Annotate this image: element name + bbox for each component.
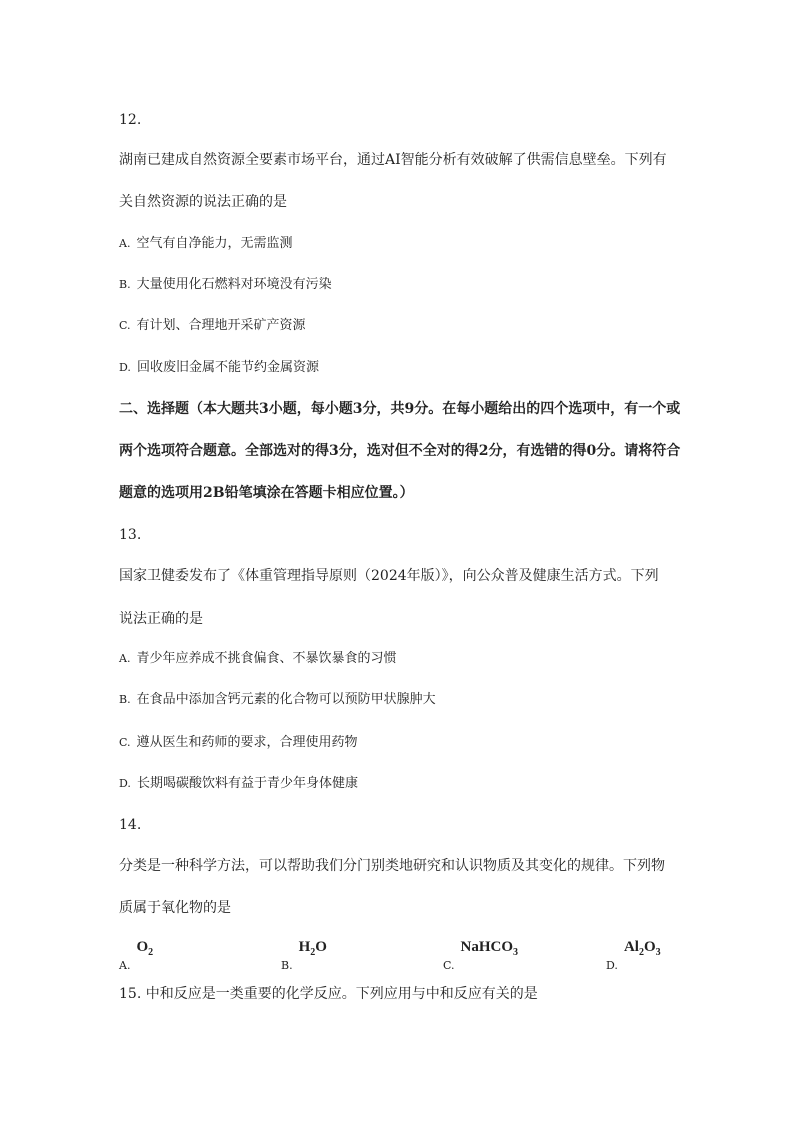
q13-stem-line2: 说法正确的是 (119, 611, 203, 627)
q14-number: 14. (119, 817, 142, 833)
option-label: A. (119, 237, 131, 250)
option-label: B. (281, 959, 293, 972)
q13-number: 13. (119, 527, 142, 543)
formula-h2o: $H_2O$ (298, 939, 327, 958)
option-text: 有计划、合理地开采矿产资源 (136, 318, 306, 333)
section2-line2: 两个选项符合题意。全部选对的得3分，选对但不全对的得2分，有选错的得0分。请将符合 (119, 443, 681, 459)
option-label: A. (119, 652, 131, 665)
option-text: 空气有自净能力，无需监测 (136, 236, 293, 251)
option-text: 在食品中添加含钙元素的化合物可以预防甲状腺肿大 (136, 692, 436, 707)
q13-option-b (119, 691, 436, 709)
option-label: D. (119, 361, 131, 374)
q12-stem-line2: 关自然资源的说法正确的是 (119, 194, 287, 210)
option-text: 遵从医生和药师的要求，合理使用药物 (136, 735, 358, 750)
q12-stem-line1: 湖南已建成自然资源全要素市场平台，通过AI智能分析有效破解了供需信息壁垒。下列有 (119, 152, 667, 168)
option-label: B. (119, 278, 131, 291)
q15-stem: 15. 中和反应是一类重要的化学反应。下列应用与中和反应有关的是 (119, 986, 538, 1002)
option-text: 青少年应养成不挑食偏食、不暴饮暴食的习惯 (136, 651, 397, 666)
q13-option-d (119, 775, 358, 793)
option-text: 大量使用化石燃料对环境没有污染 (136, 277, 332, 292)
option-label: B. (119, 693, 131, 706)
q13-option-a (119, 650, 396, 668)
formula-al2o3: $Al_2O_3$ (623, 939, 661, 958)
formula-o2: $O_2$ (136, 939, 154, 958)
option-label: C. (443, 959, 455, 972)
q14-option-b (281, 936, 327, 972)
q14-stem-line2: 质属于氧化物的是 (119, 900, 231, 916)
q13-stem-line1: 国家卫健委发布了《体重管理指导原则（2024年版）》，向公众普及健康生活方式。下列 (119, 568, 659, 584)
option-text: 回收废旧金属不能节约金属资源 (136, 360, 319, 375)
formula-nahco3: NaHCO$_3$ (460, 939, 519, 958)
q13-option-c (119, 734, 358, 752)
q12-option-a (119, 235, 292, 253)
q14-option-c (443, 936, 519, 972)
q12-option-b (119, 276, 332, 294)
option-label: C. (119, 319, 131, 332)
option-label: D. (119, 777, 131, 790)
q12-number: 12. (119, 112, 142, 128)
q12-option-d (119, 359, 319, 377)
q14-stem-line1: 分类是一种科学方法，可以帮助我们分门别类地研究和认识物质及其变化的规律。下列物 (119, 858, 665, 874)
q14-options-row (0, 936, 794, 972)
q14-option-a (119, 936, 154, 972)
section2-line3: 题意的选项用2B铅笔填涂在答题卡相应位置。） (119, 485, 414, 501)
q12-option-c (119, 317, 306, 335)
option-label: C. (119, 736, 131, 749)
option-text: 长期喝碳酸饮料有益于青少年身体健康 (136, 776, 358, 791)
option-label: D. (606, 959, 618, 972)
q14-option-d (606, 936, 661, 972)
section2-line1: 二、选择题（本大题共3小题，每小题3分，共9分。在每小题给出的四个选项中，有一个或 (119, 401, 681, 417)
option-label: A. (119, 959, 131, 972)
